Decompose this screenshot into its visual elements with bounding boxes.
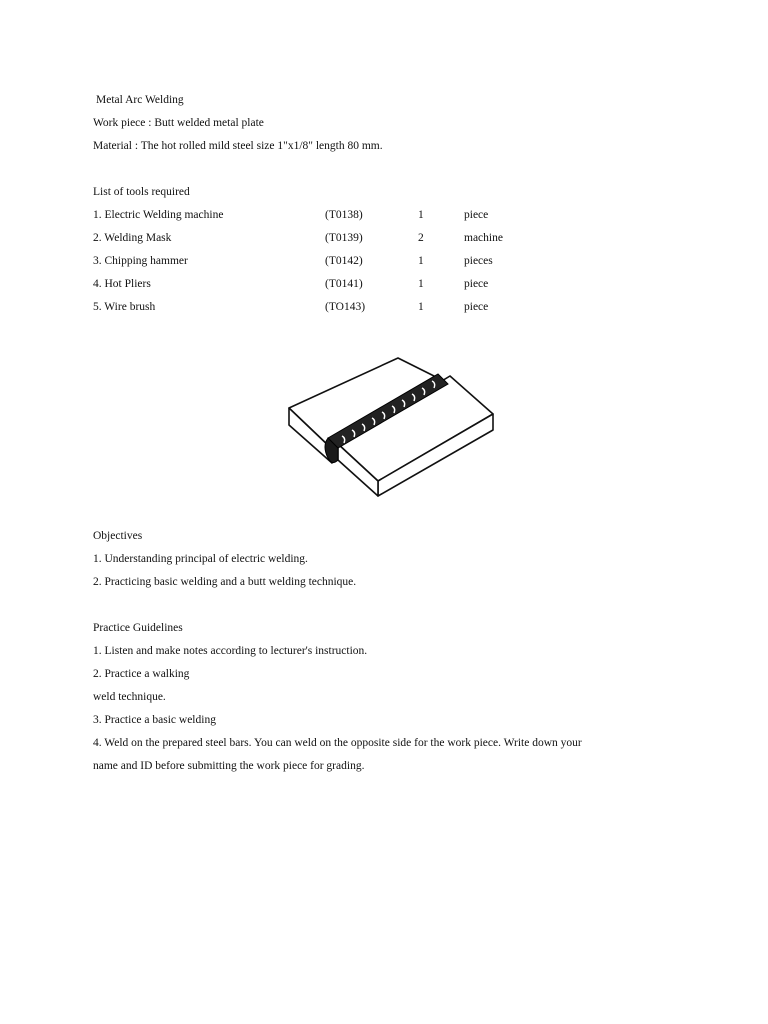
work-piece-line: Work piece : Butt welded metal plate [93, 117, 264, 129]
objective-item: 2. Practicing basic welding and a butt welding technique. [93, 576, 357, 588]
material-line: Material : The hot rolled mild steel size 1"x1/8" length 80 mm. [93, 140, 383, 152]
tool-code: (T0139) [325, 232, 363, 244]
tool-unit: piece [464, 209, 489, 221]
tool-name: 3. Chipping hammer [93, 255, 188, 267]
tool-unit: pieces [464, 255, 493, 267]
tool-code: (T0142) [325, 255, 363, 267]
guideline-line: name and ID before submitting the work piece for grading. [93, 760, 365, 772]
tool-row [93, 277, 653, 291]
document-title: Metal Arc Welding [96, 94, 184, 106]
tool-name: 1. Electric Welding machine [93, 209, 224, 221]
tool-unit: piece [464, 278, 489, 290]
tool-row [93, 254, 653, 268]
tool-quantity: 1 [418, 278, 424, 290]
tool-name: 2. Welding Mask [93, 232, 172, 244]
tool-quantity: 2 [418, 232, 424, 244]
tool-quantity: 1 [418, 209, 424, 221]
guidelines-heading: Practice Guidelines [93, 622, 183, 634]
guideline-line: 2. Practice a walking [93, 668, 190, 680]
tool-name: 4. Hot Pliers [93, 278, 151, 290]
guideline-line: weld technique. [93, 691, 166, 703]
guideline-line: 3. Practice a basic welding [93, 714, 216, 726]
objectives-heading: Objectives [93, 530, 143, 542]
objective-item: 1. Understanding principal of electric welding. [93, 553, 308, 565]
tool-code: (T0138) [325, 209, 363, 221]
butt-weld-illustration [282, 350, 496, 500]
tools-heading: List of tools required [93, 186, 190, 198]
tool-row [93, 231, 653, 245]
tool-code: (TO143) [325, 301, 366, 313]
guideline-line: 4. Weld on the prepared steel bars. You can weld on the opposite side for the work piece. Write down your [93, 737, 582, 749]
tool-unit: machine [464, 232, 503, 244]
tool-unit: piece [464, 301, 489, 313]
tool-code: (T0141) [325, 278, 363, 290]
guideline-line: 1. Listen and make notes according to lecturer's instruction. [93, 645, 368, 657]
tool-name: 5. Wire brush [93, 301, 156, 313]
tool-quantity: 1 [418, 255, 424, 267]
tool-row [93, 208, 653, 222]
tool-quantity: 1 [418, 301, 424, 313]
tool-row [93, 300, 653, 314]
